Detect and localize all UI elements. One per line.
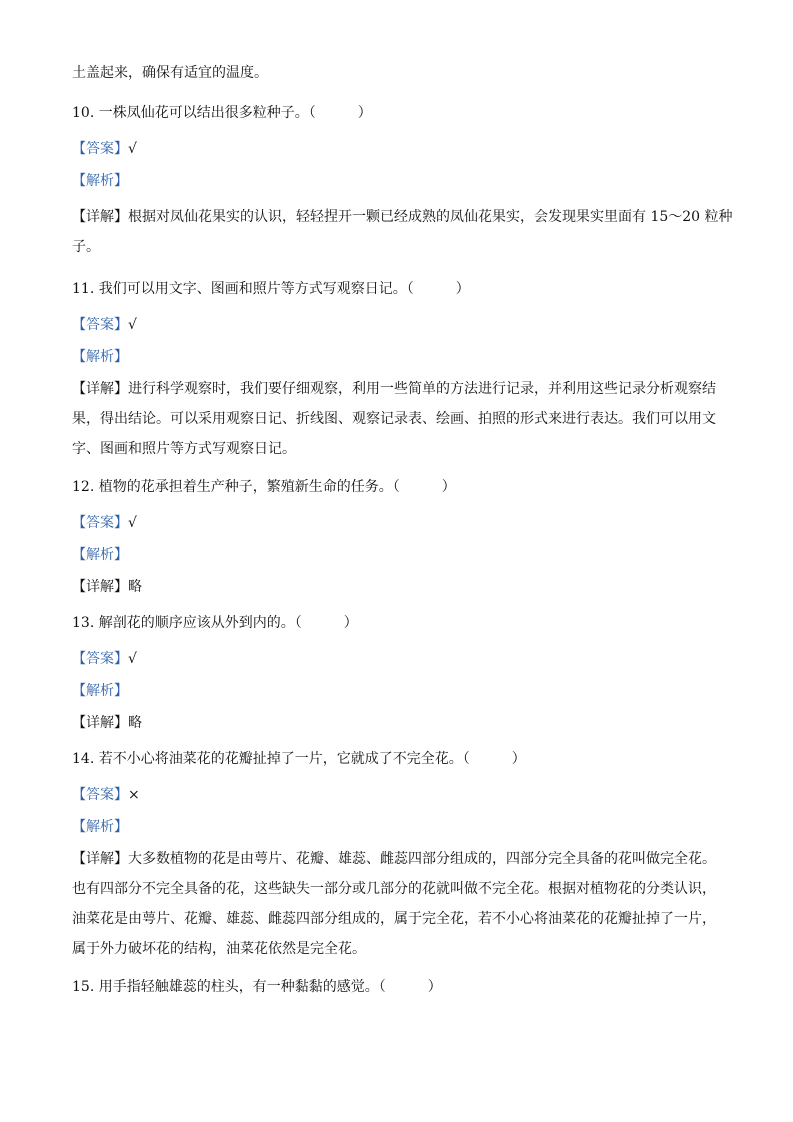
question-13-stem: 13. 解剖花的顺序应该从外到内的。（ ） xyxy=(72,615,358,631)
detail-text: 进行科学观察时，我们要仔细观察，利用一些简单的方法进行记录，并利用这些记录分析观察结 xyxy=(128,381,716,397)
question-14-analysis-label: 【解析】 xyxy=(72,819,128,835)
detail-line: 属于外力破坏花的结构，油菜花依然是完全花。 xyxy=(72,941,366,957)
detail-line: 果，得出结论。可以采用观察日记、折线图、观察记录表、绘画、拍照的形式来进行表达。我们可以用文 xyxy=(72,411,716,427)
answer-value: √ xyxy=(128,317,137,333)
answer-value: √ xyxy=(128,651,137,667)
detail-text: 略 xyxy=(128,715,142,731)
question-11-analysis-label: 【解析】 xyxy=(72,349,128,365)
question-10-stem: 10. 一株凤仙花可以结出很多粒种子。（ ） xyxy=(72,105,372,121)
answer-value: √ xyxy=(128,515,137,531)
detail-line: 油菜花是由萼片、花瓣、雄蕊、雌蕊四部分组成的，属于完全花，若不小心将油菜花的花瓣扯掉了一片， xyxy=(72,911,716,927)
question-11-detail xyxy=(72,380,724,458)
question-12-stem: 12. 植物的花承担着生产种子，繁殖新生命的任务。（ ） xyxy=(72,479,456,495)
detail-text: 根据对凤仙花果实的认识，轻轻捏开一颗已经成熟的凤仙花果实，会发现果实里面有 15～20 粒种 xyxy=(128,209,733,225)
question-10-detail xyxy=(72,208,733,256)
detail-label: 【详解】 xyxy=(72,715,128,731)
question-12-answer xyxy=(72,514,724,532)
question-13-answer xyxy=(72,650,724,668)
detail-label: 【详解】 xyxy=(72,209,128,225)
answer-label: 【答案】 xyxy=(72,651,128,667)
detail-label: 【详解】 xyxy=(72,579,128,595)
question-15-stem: 15. 用手指轻触雄蕊的柱头，有一种黏黏的感觉。（ ） xyxy=(72,979,442,995)
question-14-answer xyxy=(72,786,724,804)
question-12-detail xyxy=(72,578,724,596)
question-13-analysis-label: 【解析】 xyxy=(72,683,128,699)
carryover-text: 土盖起来，确保有适宜的温度。 xyxy=(72,65,268,81)
question-14-stem: 14. 若不小心将油菜花的花瓣扯掉了一片，它就成了不完全花。（ ） xyxy=(72,751,526,767)
detail-line xyxy=(72,208,733,226)
answer-label: 【答案】 xyxy=(72,787,128,803)
detail-label: 【详解】 xyxy=(72,381,128,397)
detail-label: 【详解】 xyxy=(72,851,128,867)
detail-line: 也有四部分不完全具备的花，这些缺失一部分或几部分的花就叫做不完全花。根据对植物花的分类认识， xyxy=(72,881,716,897)
answer-label: 【答案】 xyxy=(72,141,128,157)
question-14-detail xyxy=(72,850,724,958)
detail-line xyxy=(72,850,724,868)
question-10-analysis-label: 【解析】 xyxy=(72,173,128,189)
detail-text: 大多数植物的花是由萼片、花瓣、雄蕊、雌蕊四部分组成的，四部分完全具备的花叫做完全花。 xyxy=(128,851,716,867)
detail-line: 字、图画和照片等方式写观察日记。 xyxy=(72,441,296,457)
detail-line xyxy=(72,380,724,398)
answer-value: × xyxy=(128,787,140,803)
detail-line: 子。 xyxy=(72,239,100,255)
question-11-answer xyxy=(72,316,724,334)
answer-value: √ xyxy=(128,141,137,157)
answer-label: 【答案】 xyxy=(72,317,128,333)
question-13-detail xyxy=(72,714,724,732)
question-10-answer xyxy=(72,140,724,158)
answer-label: 【答案】 xyxy=(72,515,128,531)
question-11-stem: 11. 我们可以用文字、图画和照片等方式写观察日记。（ ） xyxy=(72,281,470,297)
detail-text: 略 xyxy=(128,579,142,595)
question-12-analysis-label: 【解析】 xyxy=(72,547,128,563)
